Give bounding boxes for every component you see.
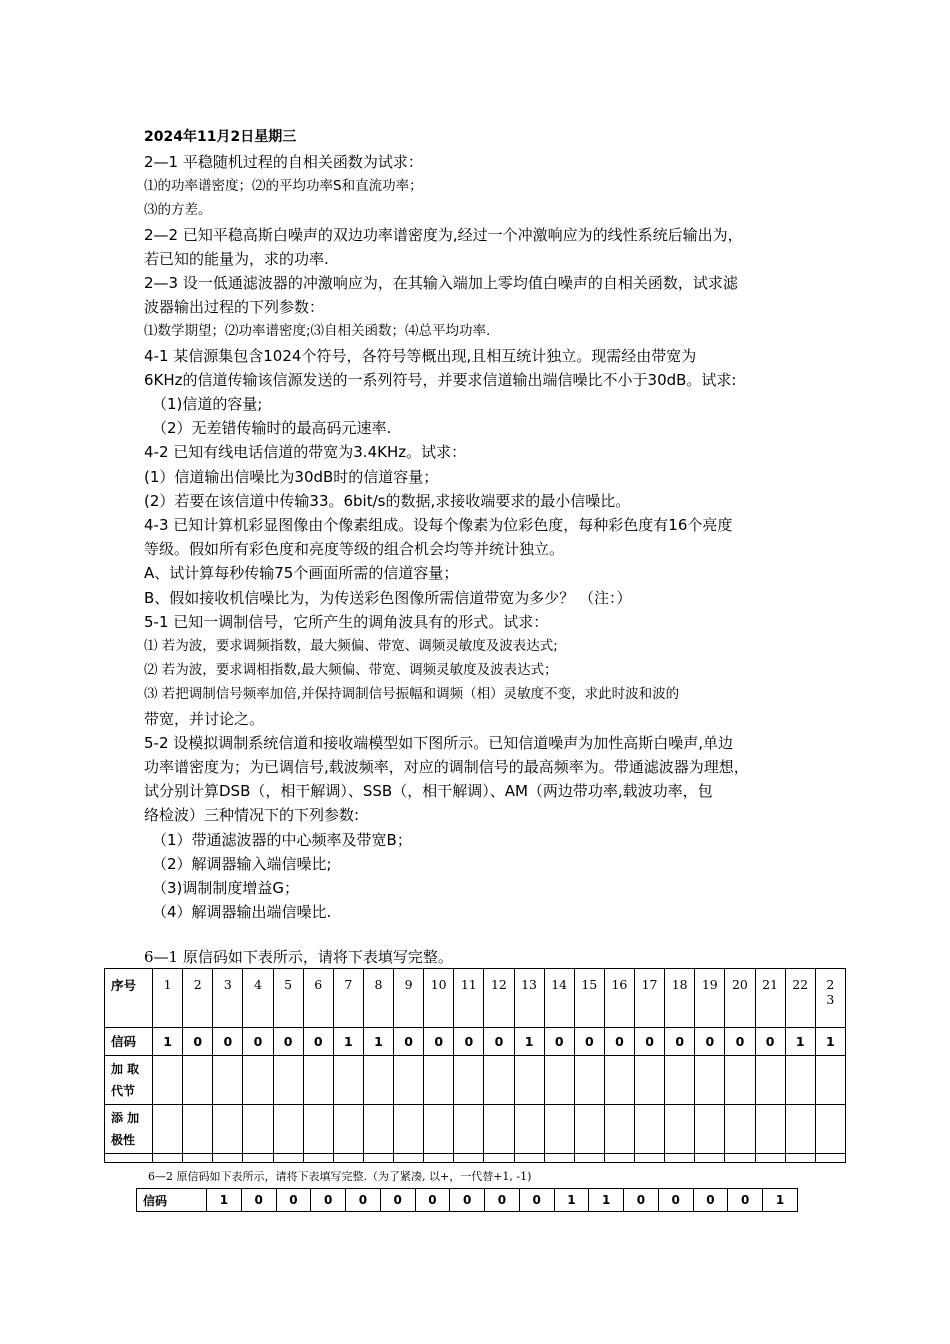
code-cell: 1 <box>207 1189 242 1212</box>
empty-cell <box>574 1105 604 1154</box>
sequence-cell: 14 <box>544 969 574 1028</box>
text-line: B、假如接收机信噪比为，为传送彩色图像所需信道带宽为多少？ （注：） <box>144 588 632 607</box>
code-cell: 0 <box>728 1189 763 1212</box>
code-cell: 1 <box>153 1028 183 1056</box>
empty-cell <box>755 1105 785 1154</box>
table-row-sequence <box>105 969 846 1028</box>
empty-cell <box>153 1154 183 1163</box>
text-line: ⑶的方差。 <box>144 202 212 219</box>
code-cell: 0 <box>450 1189 485 1212</box>
sequence-cell: 12 <box>484 969 514 1028</box>
empty-cell <box>153 1056 183 1105</box>
empty-cell <box>213 1056 243 1105</box>
sequence-cell: 18 <box>665 969 695 1028</box>
sequence-cell: 15 <box>574 969 604 1028</box>
text-line: （4）解调器输出端信噪比. <box>152 903 332 922</box>
empty-cell <box>574 1154 604 1163</box>
code-cell: 0 <box>635 1028 665 1056</box>
empty-cell <box>544 1105 574 1154</box>
text-line: 带宽，并讨论之。 <box>144 709 265 728</box>
code-cell: 1 <box>815 1028 845 1056</box>
code-cell: 0 <box>273 1028 303 1056</box>
table-6-1-caption: 6—1 原信码如下表所示，请将下表填写完整。 <box>144 948 453 966</box>
empty-cell <box>514 1154 544 1163</box>
code-cell: 0 <box>624 1189 659 1212</box>
text-line: （2）无差错传输时的最高码元速率. <box>152 419 392 438</box>
code-cell: 1 <box>333 1028 363 1056</box>
text-line: 4-1 某信源集包含1024个符号，各符号等概出现,且相互统计独立。现需经由带宽为 <box>144 346 697 365</box>
date-heading: 2024年11月2日星期三 <box>144 129 297 145</box>
text-line: （2）解调器输入端信噪比; <box>152 854 332 873</box>
row-label-polarity: 添 加 极性 <box>105 1105 153 1154</box>
table-row-code <box>105 1028 846 1056</box>
empty-cell <box>725 1105 755 1154</box>
empty-cell <box>243 1056 273 1105</box>
code-cell: 1 <box>589 1189 624 1212</box>
text-line: ⑵ 若为波，要求调相指数,最大频偏、带宽、调频灵敏度及波表达式； <box>144 662 558 679</box>
empty-cell <box>243 1154 273 1163</box>
code-cell: 0 <box>454 1028 484 1056</box>
code-cell: 0 <box>485 1189 520 1212</box>
empty-cell <box>755 1154 785 1163</box>
empty-cell <box>665 1154 695 1163</box>
code-cell: 1 <box>514 1028 544 1056</box>
text-line: 2—3 设一低通滤波器的冲激响应为，在其输入端加上零均值白噪声的自相关函数，试求滤 <box>144 274 738 293</box>
empty-cell <box>424 1105 454 1154</box>
text-line: 4-3 已知计算机彩显图像由个像素组成。设每个像素为位彩色度，每种彩色度有16个亮度 <box>144 516 733 535</box>
empty-cell <box>695 1105 725 1154</box>
code-cell: 1 <box>763 1189 798 1212</box>
empty-cell <box>394 1056 424 1105</box>
sequence-cell: 5 <box>273 969 303 1028</box>
table-row-substitution <box>105 1056 846 1105</box>
code-cell: 0 <box>380 1189 415 1212</box>
text-line: ⑶ 若把调制信号频率加倍,并保持调制信号振幅和调频（相）灵敏度不变，求此时波和波的 <box>144 686 680 703</box>
empty-cell <box>514 1056 544 1105</box>
code-cell: 0 <box>243 1028 273 1056</box>
empty-cell <box>695 1056 725 1105</box>
sequence-cell: 9 <box>394 969 424 1028</box>
problem-text <box>144 150 824 925</box>
empty-cell <box>635 1105 665 1154</box>
row-label-code: 信码 <box>137 1189 207 1212</box>
sequence-cell: 16 <box>604 969 634 1028</box>
empty-cell <box>424 1154 454 1163</box>
empty-cell <box>153 1105 183 1154</box>
sequence-cell: 13 <box>514 969 544 1028</box>
code-cell: 0 <box>725 1028 755 1056</box>
table-row-polarity <box>105 1105 846 1154</box>
empty-cell <box>454 1105 484 1154</box>
empty-cell <box>183 1105 213 1154</box>
empty-cell <box>303 1056 333 1105</box>
empty-cell <box>725 1056 755 1105</box>
empty-cell <box>815 1056 845 1105</box>
sequence-cell: 10 <box>424 969 454 1028</box>
empty-cell <box>665 1105 695 1154</box>
text-line: A、试计算每秒传输75个画面所需的信道容量； <box>144 564 459 583</box>
empty-cell <box>243 1105 273 1154</box>
text-line: 6KHz的信道传输该信源发送的一系列符号，并要求信道输出端信噪比不小于30dB。试求: <box>144 370 737 389</box>
code-cell: 0 <box>213 1028 243 1056</box>
empty-cell <box>785 1105 815 1154</box>
empty-cell <box>514 1105 544 1154</box>
text-line: 试分别计算DSB（，相干解调）、SSB（，相干解调）、AM（两边带功率,载波功率，包 <box>144 782 713 801</box>
empty-cell <box>303 1105 333 1154</box>
empty-cell <box>273 1154 303 1163</box>
empty-cell <box>333 1056 363 1105</box>
code-cell: 0 <box>394 1028 424 1056</box>
sequence-cell: 1 <box>153 969 183 1028</box>
code-cell: 0 <box>693 1189 728 1212</box>
empty-cell <box>183 1154 213 1163</box>
empty-cell <box>454 1056 484 1105</box>
empty-cell <box>544 1056 574 1105</box>
text-line: （3)调制制度增益G； <box>152 879 300 898</box>
text-line: 2—1 平稳随机过程的自相关函数为试求： <box>144 153 423 171</box>
empty-cell <box>363 1056 393 1105</box>
sequence-cell: 19 <box>695 969 725 1028</box>
code-cell: 0 <box>665 1028 695 1056</box>
empty-cell <box>635 1154 665 1163</box>
text-line: 波器输出过程的下列参数： <box>144 298 325 317</box>
table-6-2-caption: 6—2 原信码如下表所示，请将下表填写完整.（为了紧凑, 以+，一代替+1, -1) <box>148 1170 532 1183</box>
table-cell <box>105 1154 153 1163</box>
empty-cell <box>574 1056 604 1105</box>
empty-cell <box>183 1056 213 1105</box>
code-cell: 0 <box>415 1189 450 1212</box>
empty-cell <box>394 1105 424 1154</box>
table-6-2 <box>136 1188 798 1212</box>
row-label-code: 信码 <box>105 1028 153 1056</box>
empty-cell <box>604 1154 634 1163</box>
empty-cell <box>363 1154 393 1163</box>
empty-cell <box>424 1056 454 1105</box>
sequence-cell: 4 <box>243 969 273 1028</box>
sequence-cell: 2 <box>183 969 213 1028</box>
text-line: 功率谱密度为；为已调信号,载波频率，对应的调制信号的最高频率为。带通滤波器为理想， <box>144 758 749 777</box>
empty-cell <box>273 1056 303 1105</box>
empty-cell <box>484 1105 514 1154</box>
code-cell: 1 <box>363 1028 393 1056</box>
text-line: ⑴ 若为波，要求调频指数，最大频偏、带宽、调频灵敏度及波表达式; <box>144 638 558 655</box>
empty-cell <box>725 1154 755 1163</box>
sequence-cell: 2 3 <box>815 969 845 1028</box>
sequence-cell: 17 <box>635 969 665 1028</box>
empty-cell <box>303 1154 333 1163</box>
text-line: 2—2 已知平稳高斯白噪声的双边功率谱密度为,经过一个冲激响应为的线性系统后输出为， <box>144 225 743 244</box>
text-line: ⑴的功率谱密度；⑵的平均功率S和直流功率； <box>144 178 423 195</box>
empty-cell <box>213 1154 243 1163</box>
empty-cell <box>635 1056 665 1105</box>
code-cell: 0 <box>346 1189 381 1212</box>
sequence-cell: 22 <box>785 969 815 1028</box>
text-line: 等级。假如所有彩色度和亮度等级的组合机会均等并统计独立。 <box>144 540 565 559</box>
code-cell: 0 <box>604 1028 634 1056</box>
sequence-cell: 6 <box>303 969 333 1028</box>
text-line: ⑴数学期望；⑵功率谱密度;⑶自相关函数；⑷总平均功率. <box>144 323 491 340</box>
code-cell: 0 <box>484 1028 514 1056</box>
empty-cell <box>604 1105 634 1154</box>
empty-cell <box>333 1105 363 1154</box>
text-line: 若已知的能量为，求的功率. <box>144 249 329 268</box>
sequence-cell: 20 <box>725 969 755 1028</box>
sequence-cell: 7 <box>333 969 363 1028</box>
text-line: 5-1 已知一调制信号，它所产生的调角波具有的形式。试求： <box>144 612 549 631</box>
sequence-cell: 21 <box>755 969 785 1028</box>
code-cell: 0 <box>695 1028 725 1056</box>
empty-cell <box>213 1105 243 1154</box>
text-line: 络检波）三种情况下的下列参数: <box>144 806 360 825</box>
code-cell: 0 <box>755 1028 785 1056</box>
empty-cell <box>604 1056 634 1105</box>
table-6-1 <box>104 968 846 1163</box>
empty-cell <box>785 1154 815 1163</box>
table-row-code <box>137 1189 798 1212</box>
empty-cell <box>544 1154 574 1163</box>
row-label-sequence: 序号 <box>105 969 153 1028</box>
table-row-extra <box>105 1154 846 1163</box>
empty-cell <box>394 1154 424 1163</box>
code-cell: 0 <box>241 1189 276 1212</box>
code-cell: 0 <box>276 1189 311 1212</box>
code-cell: 0 <box>658 1189 693 1212</box>
empty-cell <box>333 1154 363 1163</box>
code-cell: 0 <box>519 1189 554 1212</box>
text-line: (1）信道输出信噪比为30dB时的信道容量； <box>144 467 439 486</box>
empty-cell <box>484 1056 514 1105</box>
empty-cell <box>815 1154 845 1163</box>
empty-cell <box>695 1154 725 1163</box>
empty-cell <box>484 1154 514 1163</box>
empty-cell <box>273 1105 303 1154</box>
text-line: （1）带通滤波器的中心频率及带宽B； <box>152 830 412 849</box>
code-cell: 0 <box>574 1028 604 1056</box>
code-cell: 0 <box>183 1028 213 1056</box>
empty-cell <box>454 1154 484 1163</box>
sequence-cell: 3 <box>213 969 243 1028</box>
row-label-substitution: 加 取 代节 <box>105 1056 153 1105</box>
sequence-cell: 11 <box>454 969 484 1028</box>
empty-cell <box>665 1056 695 1105</box>
empty-cell <box>815 1105 845 1154</box>
code-cell: 1 <box>785 1028 815 1056</box>
code-cell: 1 <box>554 1189 589 1212</box>
code-cell: 0 <box>303 1028 333 1056</box>
text-line: (2）若要在该信道中传输33。6bit/s的数据,求接收端要求的最小信噪比。 <box>144 491 631 510</box>
empty-cell <box>363 1105 393 1154</box>
empty-cell <box>785 1056 815 1105</box>
text-line: （1)信道的容量; <box>152 395 263 414</box>
empty-cell <box>755 1056 785 1105</box>
code-cell: 0 <box>544 1028 574 1056</box>
code-cell: 0 <box>424 1028 454 1056</box>
sequence-cell: 8 <box>363 969 393 1028</box>
text-line: 4-2 已知有线电话信道的带宽为3.4KHz。试求： <box>144 443 467 462</box>
code-cell: 0 <box>311 1189 346 1212</box>
text-line: 5-2 设模拟调制系统信道和接收端模型如下图所示。已知信道噪声为加性高斯白噪声,单边 <box>144 733 734 752</box>
